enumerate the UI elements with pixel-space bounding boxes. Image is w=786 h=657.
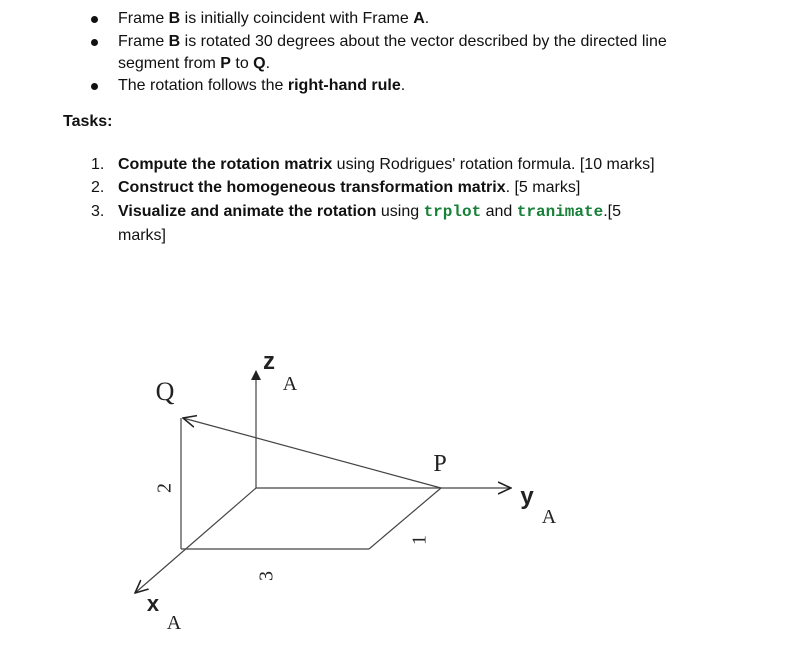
label-q: Q: [155, 377, 175, 406]
axis-label-y: y: [520, 483, 534, 510]
task-number: 3.: [91, 203, 105, 220]
bullet-item: Frame B is rotated 30 degrees about the vector described by the directed line segment from P to Q.: [118, 31, 728, 75]
code-tranimate: tranimate: [516, 203, 604, 221]
axis-label-z: z: [263, 348, 275, 375]
task-item: 3. Visualize and animate the rotation using trplot and tranimate.[5 marks]: [118, 200, 728, 247]
code-trplot: trplot: [423, 203, 482, 221]
label-p: P: [433, 451, 447, 477]
axis-sub-z: A: [282, 373, 298, 395]
bullet-item: Frame B is initially coincident with Frame A.: [118, 8, 728, 30]
axis-sub-y: A: [541, 506, 557, 528]
dimension-3: 3: [255, 571, 278, 581]
x-axis-line: [135, 488, 256, 593]
dimension-1: 1: [408, 535, 431, 545]
axis-label-x: x: [146, 591, 160, 616]
tasks-heading: Tasks:: [63, 113, 113, 130]
task-item: 1. Compute the rotation matrix using Rodrigues' rotation formula. [10 marks]: [118, 153, 728, 176]
pq-vector-line: [183, 418, 441, 488]
task-number: 1.: [91, 156, 105, 173]
bullet-item: The rotation follows the right-hand rule.: [118, 75, 728, 97]
task-number: 2.: [91, 179, 105, 196]
axis-sub-x: A: [166, 612, 182, 634]
task-item: 2. Construct the homogeneous transformation matrix. [5 marks]: [118, 176, 728, 199]
dimension-2: 2: [153, 483, 176, 493]
